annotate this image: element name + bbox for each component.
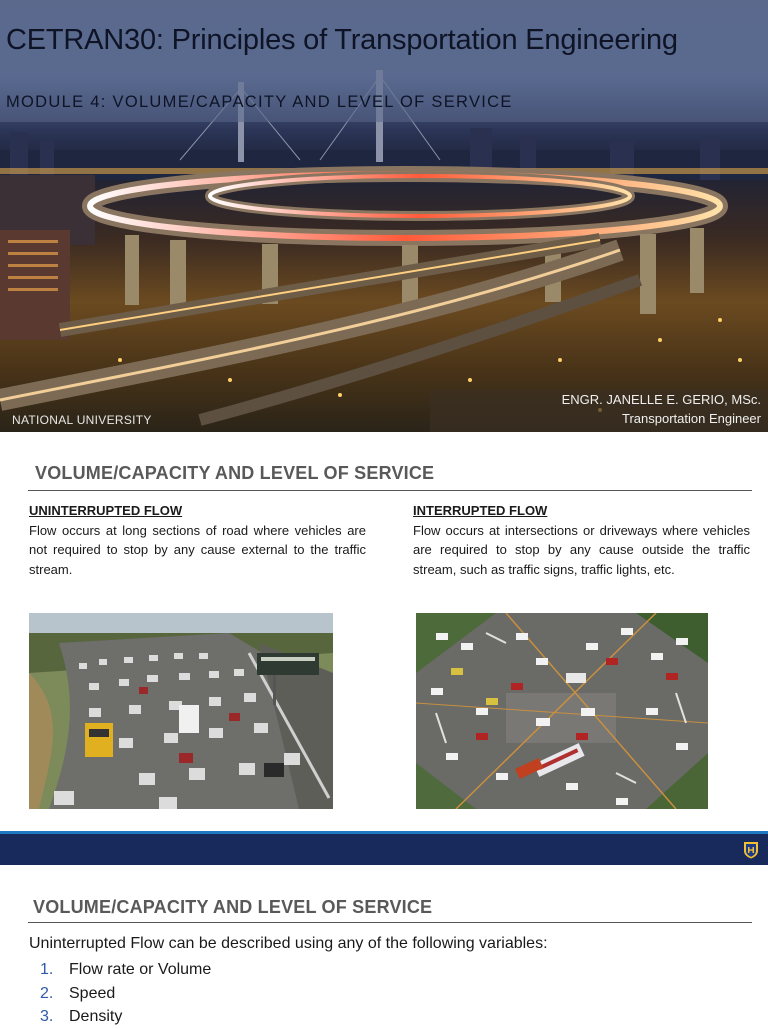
interrupted-flow-section xyxy=(413,501,750,579)
uninterrupted-flow-label: UNINTERRUPTED FLOW xyxy=(29,503,183,518)
slide-heading: VOLUME/CAPACITY AND LEVEL OF SERVICE xyxy=(33,897,433,917)
interrupted-flow-text: Flow occurs at intersections or driveways where vehicles are required to stop by any cause outside the traffic stream, such as traffic signs, traffic lights, etc. xyxy=(413,522,750,577)
interrupted-flow-label: INTERRUPTED FLOW xyxy=(413,503,548,518)
list-item: 2. Speed xyxy=(40,984,116,1002)
title-slide xyxy=(0,0,768,432)
author-role: Transportation Engineer xyxy=(622,411,761,426)
variables-intro: Uninterrupted Flow can be described using any of the following variables: xyxy=(29,935,548,952)
uninterrupted-flow-text: Flow occurs at long sections of road where vehicles are not required to stop by any cause external to the traffic stream. xyxy=(29,522,366,577)
heading-divider xyxy=(28,490,752,491)
variables-list xyxy=(40,958,211,1029)
uninterrupted-flow-section xyxy=(29,501,366,579)
module-title: MODULE 4: VOLUME/CAPACITY AND LEVEL OF SERVICE xyxy=(6,93,513,111)
heading-divider xyxy=(28,922,752,923)
footer-bar xyxy=(0,834,768,865)
author-name: ENGR. JANELLE E. GERIO, MSc. xyxy=(561,392,761,407)
page-title: CETRAN30: Principles of Transportation Engineering xyxy=(6,24,678,56)
list-item: 3. Density xyxy=(40,1008,123,1025)
list-item: 1. Flow rate or Volume xyxy=(40,961,212,978)
flow-variables-slide xyxy=(0,865,768,1024)
flow-types-slide xyxy=(0,432,768,865)
freeway-traffic-photo xyxy=(29,613,333,809)
slide-heading: VOLUME/CAPACITY AND LEVEL OF SERVICE xyxy=(35,463,435,483)
intersection-traffic-photo xyxy=(416,613,708,809)
university-seal-icon xyxy=(742,841,760,859)
institution-label: NATIONAL UNIVERSITY xyxy=(12,413,152,427)
